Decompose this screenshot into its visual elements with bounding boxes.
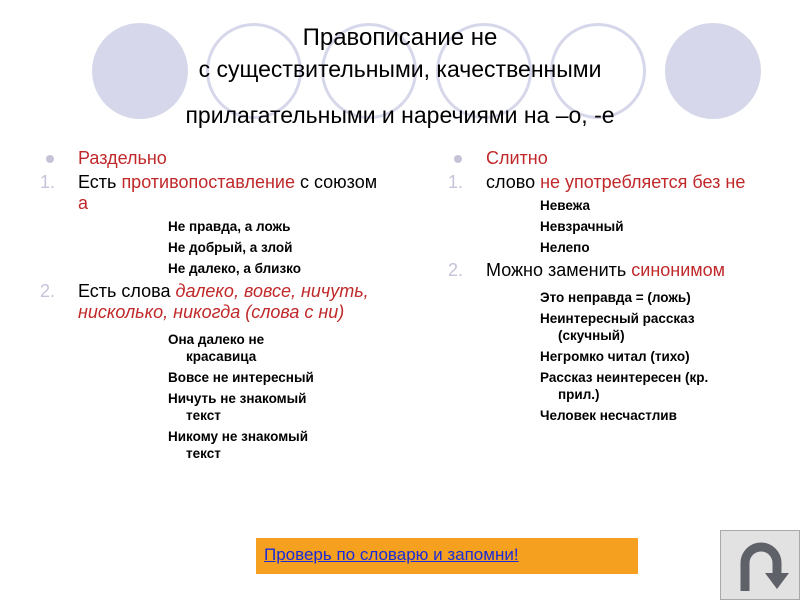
rule-number: 2. — [40, 281, 56, 301]
slide-title — [0, 22, 800, 130]
left-rule-2-examples — [40, 331, 380, 462]
example: Это неправда = (ложь) — [540, 290, 691, 305]
example: Рассказ неинтересен (кр. прил.) — [540, 370, 709, 402]
bullet-dot-icon — [46, 155, 54, 163]
example: Негромко читал (тихо) — [540, 349, 690, 364]
example: Никому не знакомый текст — [168, 429, 309, 461]
right-rule-1 — [448, 172, 788, 193]
left-rule-2 — [40, 281, 380, 323]
rule-highlight: синонимом — [631, 260, 726, 280]
rule-text: с союзом — [294, 172, 378, 192]
bullet-dot-icon — [454, 155, 462, 163]
example: Не правда, а ложь — [168, 219, 291, 234]
right-heading-text: Слитно — [486, 148, 548, 168]
right-rule-1-examples — [448, 197, 788, 256]
example: Не добрый, а злой — [168, 240, 293, 255]
left-heading — [40, 148, 380, 169]
right-heading — [448, 148, 788, 169]
right-rule-2-examples — [448, 289, 788, 424]
left-heading-text: Раздельно — [78, 148, 167, 168]
left-column — [40, 148, 380, 466]
title-line-2: с существительными, качественными — [198, 56, 602, 82]
u-turn-arrow-icon — [731, 537, 791, 595]
rule-highlight: а — [78, 193, 89, 213]
rule-number: 2. — [448, 260, 464, 280]
left-rule-1-examples — [40, 218, 380, 277]
rule-text: Есть слова — [78, 281, 176, 301]
rule-highlight: противопоставление — [121, 172, 295, 192]
example: Человек несчастлив — [540, 408, 677, 423]
rule-number: 1. — [40, 172, 56, 192]
example: Вовсе не интересный — [168, 370, 314, 385]
check-dictionary-link[interactable]: Проверь по словарю и запомни! — [256, 538, 638, 574]
example: Невзрачный — [540, 219, 624, 234]
left-rule-1 — [40, 172, 380, 214]
example: Нелепо — [540, 240, 590, 255]
example: Ничуть не знакомый текст — [168, 391, 307, 423]
title-line-1: Правописание не — [302, 24, 498, 51]
right-rule-2 — [448, 260, 788, 281]
example: Неинтересный рассказ (скучный) — [540, 311, 695, 343]
rule-text: Можно заменить — [486, 260, 632, 280]
example: Не далеко, а близко — [168, 261, 301, 276]
rule-highlight: далеко, вовсе, ничуть, нисколько, никогда (слова с ни) — [78, 281, 369, 322]
rule-highlight: не употребляется без не — [540, 172, 746, 192]
example: Она далеко не красавица — [168, 332, 265, 364]
right-column — [448, 148, 788, 428]
example: Невежа — [540, 198, 590, 213]
rule-number: 1. — [448, 172, 464, 192]
rule-text: слово — [486, 172, 541, 192]
rule-text: Есть — [78, 172, 122, 192]
return-button[interactable] — [720, 530, 800, 600]
title-line-3: прилагательными и наречиями на –о, -е — [185, 102, 615, 128]
